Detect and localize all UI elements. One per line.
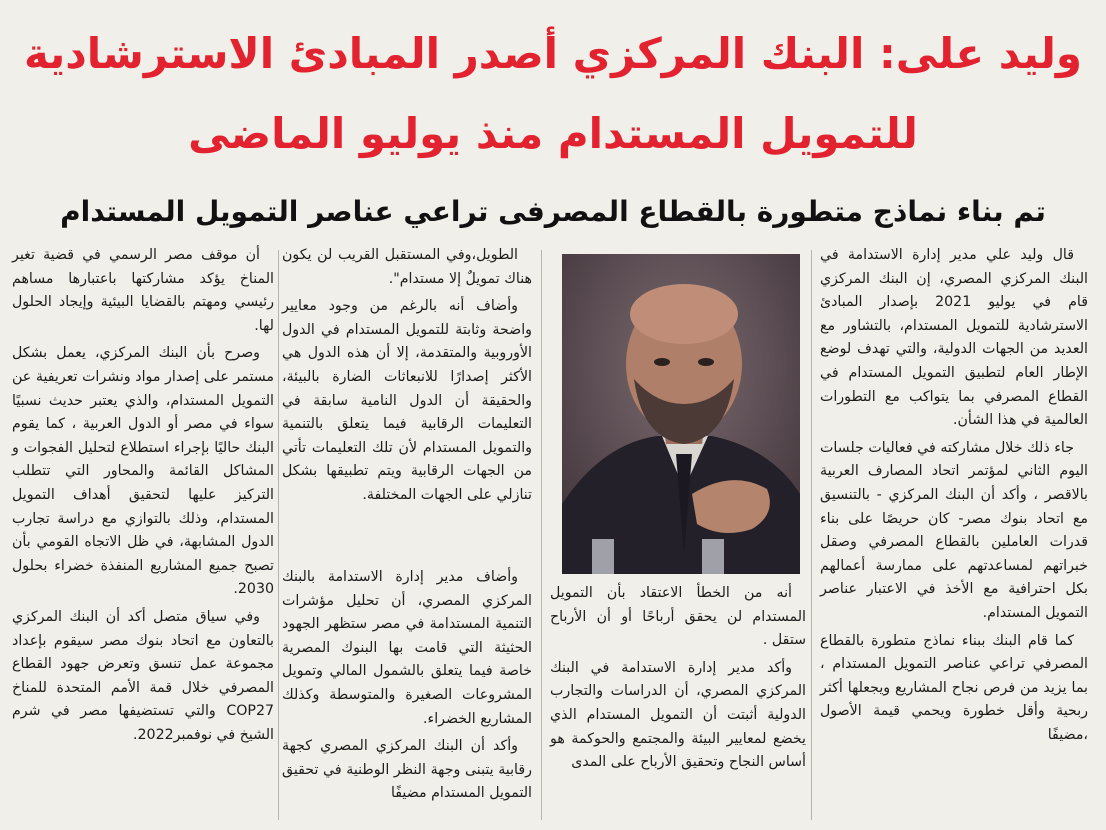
- paragraph: وأكد مدير إدارة الاستدامة في البنك المركزي المصري، أن الدراسات والتجارب الدولية أثبتت أن التمويل المستدام الذي يخضع لمعايير البيئة والمجتمع والحوكمة هو أساس النجاح وتحقيق الأرباح على المدى: [550, 659, 806, 771]
- paragraph: وأضاف أنه بالرغم من وجود معايير واضحة وثابتة للتمويل المستدام في الدول الأوروبية والمتقدمة، إلا أن هذه الدول هي الأكثر إصدارًا للانبعاثات الضارة بالبيئة، والحقيقة أن الدول النامية سابقة في التعليمات الرقابية فيما يتعلق بالتنمية والتمويل المستدام لأن تلك التعليمات تأتي من الجهات الرقابية ويتم تطبيقها بشكل تنازلي على الجهات المختلفة.: [282, 298, 532, 503]
- paragraph: وفي سياق متصل أكد أن البنك المركزي بالتعاون مع اتحاد بنوك مصر سيقوم بإعداد مجموعة عمل تنسق وتعرض جهود القطاع المصرفي خلال قمة الأمم المتحدة للمناخ COP27 والتي تستضيفها مصر في شرم الشيخ في نوفمبر2022.: [12, 608, 274, 743]
- headline-line-2: للتمويل المستدام منذ يوليو الماضى: [188, 109, 918, 158]
- paragraph: جاء ذلك خلال مشاركته في فعاليات جلسات اليوم الثاني لمؤتمر اتحاد المصارف العربية بالاقصر ، وأكد أن البنك المركزي - بالتنسيق مع اتحاد بنوك مصر- كان حريصًا على بناء قدرات العاملين بالقطاع المصرفي وصقل خبراتهم لمساعدتهم على ممارسة أعمالهم بكل احترافية مع الأخذ في الاعتبار عناصر التمويل المستدام.: [820, 439, 1088, 621]
- subheadline: تم بناء نماذج متطورة بالقطاع المصرفى تراعي عناصر التمويل المستدام: [60, 195, 1046, 228]
- portrait-photo-icon: [562, 254, 800, 574]
- article-column-middle-bottom: [282, 566, 532, 822]
- headline: [20, 14, 1086, 184]
- paragraph: وأضاف مدير إدارة الاستدامة بالبنك المركزي المصري، أن تحليل مؤشرات التنمية المستدامة في مصر ستظهر الجهود الحثيثة التي قامت بها البنوك المصرية خاصة فيما يتعلق بالشمول المالي وتمويل المشروعات الصغيرة والمتوسطة وكذلك المشاريع الخضراء.: [282, 569, 532, 727]
- paragraph: قال وليد علي مدير إدارة الاستدامة في البنك المركزي المصري، إن البنك المركزي قام في يوليو 2021 بإصدار المبادئ الاسترشادية للتمويل المستدام، بالتشاور مع العديد من الجهات الدولية، والتي تهدف لوضع الإطار العام لتطبيق التمويل المستدام في القطاع المصرفي بما يتواكب مع التطورات العالمية في هذا الشأن.: [820, 247, 1088, 429]
- portrait-photo: [562, 254, 800, 574]
- column-divider: [541, 250, 542, 820]
- paragraph: وصرح بأن البنك المركزي، يعمل بشكل مستمر على إصدار مواد ونشرات تعريفية عن التمويل المستدام، والذي يعتبر حديث نسبيًا سواء في مصر أو الدول العربية ، كما يقوم البنك حاليًا بإجراء استطلاع لتحليل الفجوات و المشاكل القائمة والمحاور التي تتطلب التركيز عليها لتحقيق أهداف التمويل المستدام، وذلك بالتوازي مع دراسة تجارب الدول المشابهة، في ظل الاتجاه القومي بأن تصبح جميع المشاريع المنفذة خضراء بحلول 2030.: [12, 345, 274, 598]
- paragraph: أنه من الخطأ الاعتقاد بأن التمويل المستدام لن يحقق أرباحًا أو أن الأرباح ستقل .: [550, 585, 806, 649]
- article-column-left: [12, 244, 274, 824]
- column-divider: [278, 250, 279, 820]
- article-column-right: [820, 244, 1088, 824]
- article-column-middle-top: [282, 244, 532, 576]
- article-column-middle-right: [550, 582, 806, 822]
- headline-line-1: وليد على: البنك المركزي أصدر المبادئ الاسترشادية: [23, 29, 1083, 78]
- column-divider: [811, 250, 812, 820]
- paragraph: كما قام البنك ببناء نماذج متطورة بالقطاع المصرفي تراعي عناصر التمويل المستدام ، بما يزيد من فرص نجاح المشاريع ويجعلها أكثر ربحية وأقل خطورة ويحمي قيمة الأصول ،مضيفًا: [820, 632, 1088, 743]
- paragraph: أن موقف مصر الرسمي في قضية تغير المناخ يؤكد مشاركتها باعتبارها مساهم رئيسي ومهتم بالقضايا البيئية وإيجاد الحلول لها.: [12, 247, 274, 334]
- paragraph: الطويل،وفي المستقبل القريب لن يكون هناك تمويلٌ إلا مستدام".: [282, 247, 532, 287]
- paragraph: وأكد أن البنك المركزي المصري كجهة رقابية يتبنى وجهة النظر الوطنية في تحقيق التمويل المستدام مضيفًا: [282, 738, 532, 802]
